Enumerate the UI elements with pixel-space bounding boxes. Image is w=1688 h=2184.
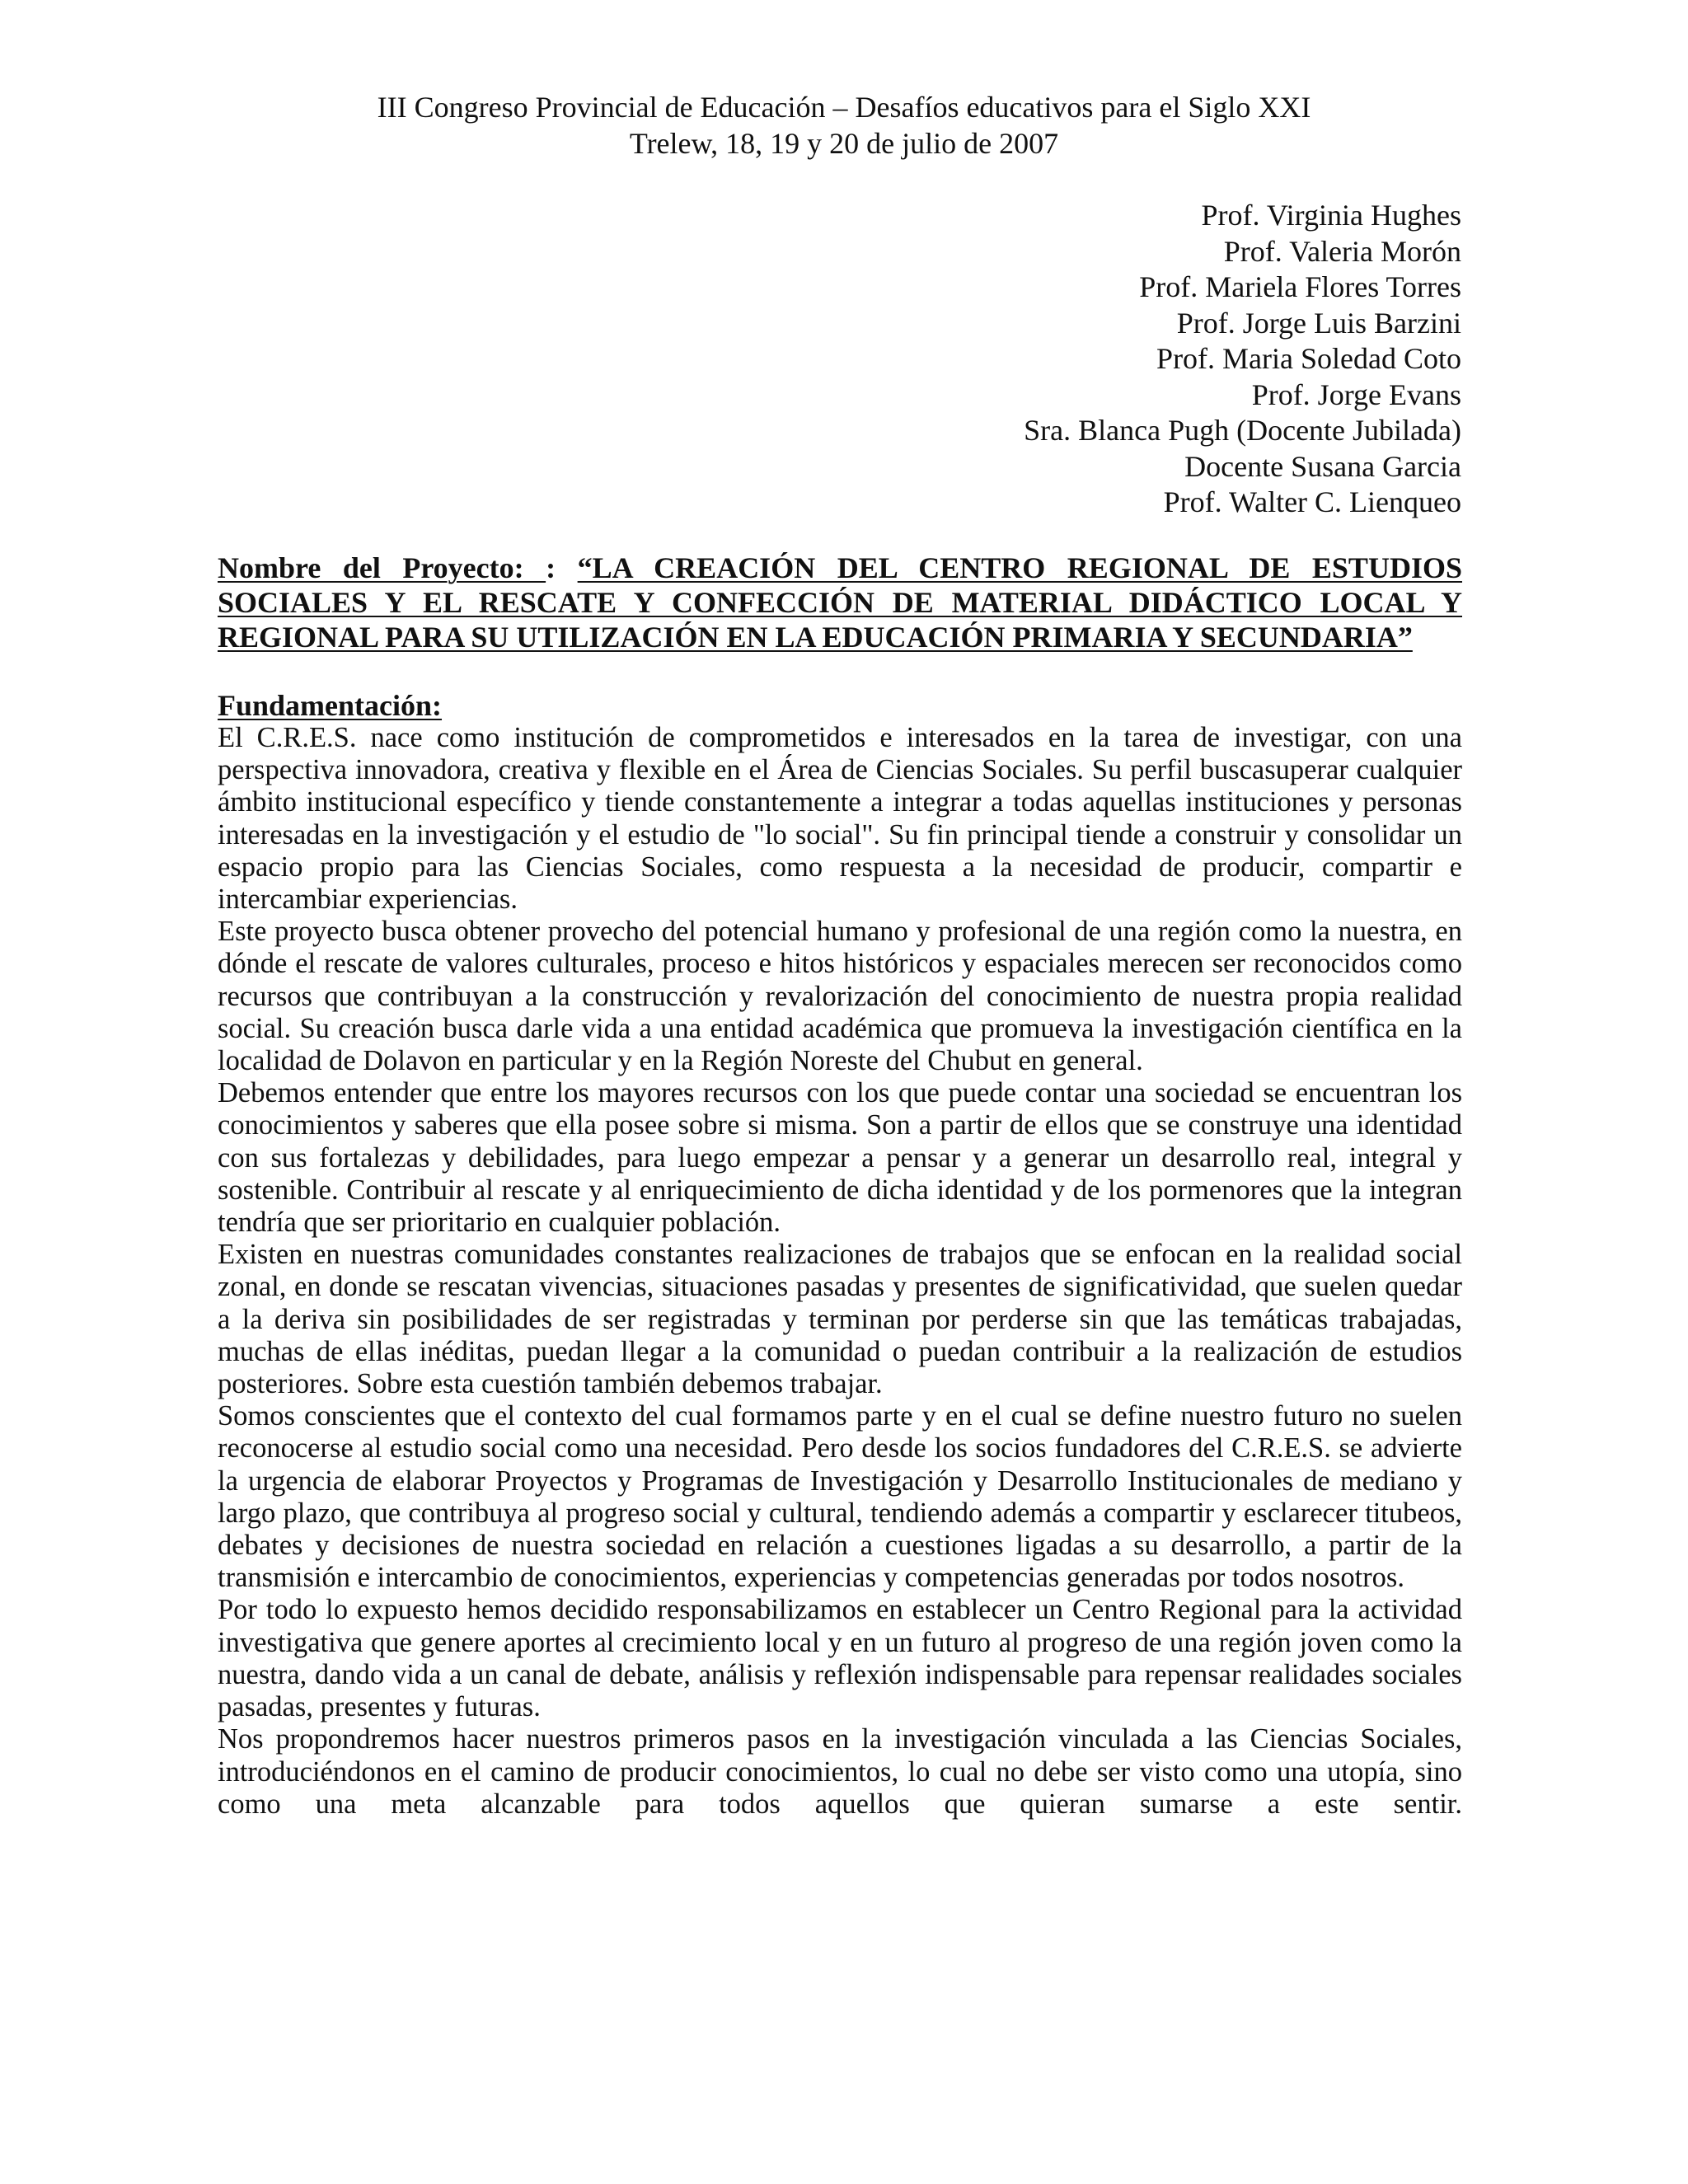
author-name: Prof. Valeria Morón [1223, 234, 1461, 268]
section-title-fundamentacion: Fundamentación: [218, 689, 443, 722]
document-body [218, 551, 1462, 1821]
paragraph: Debemos entender que entre los mayores recursos con los que puede contar una sociedad se encuentran los conocimientos y saberes que ella posee sobre si misma. Son a partir de ellos que se construye una identidad con sus fortalezas y debilidades, para luego empezar a pensar y a generar un desarrollo real, integral y sostenible. Contribuir al rescate y al enriquecimiento de dicha identidad y de los pormenores que la integran tendría que ser prioritario en cualquier población. [218, 1077, 1462, 1239]
author-name: Prof. Jorge Luis Barzini [1176, 306, 1461, 340]
paragraph: Por todo lo expuesto hemos decidido responsabilizamos en establecer un Centro Regional para la actividad investigativa que genere aportes al crecimiento local y en un futuro al progreso de una región joven como la nuestra, dando vida a un canal de debate, análisis y reflexión indispensable para repensar realidades sociales pasadas, presentes y futuras. [218, 1594, 1462, 1723]
author-name: Docente Susana Garcia [1184, 449, 1461, 483]
author-name: Prof. Mariela Flores Torres [1139, 270, 1461, 303]
author-name: Prof. Jorge Evans [1251, 377, 1461, 411]
author-name: Prof. Walter C. Lienqueo [1163, 485, 1461, 518]
paragraph: Existen en nuestras comunidades constantes realizaciones de trabajos que se enfocan en la realidad social zonal, en donde se rescatan vivencias, situaciones pasadas y presentes de significatividad, que suelen quedar a la deriva sin posibilidades de ser registradas y terminan por perderse sin que las temáticas trabajadas, muchas de ellas inéditas, puedan llegar a la comunidad o puedan contribuir a la realización de estudios posteriores. Sobre esta cuestión también debemos trabajar. [218, 1239, 1462, 1400]
project-title: “LA CREACIÓN DEL CENTRO REGIONAL DE ESTUDIOS SOCIALES Y EL RESCATE Y CONFECCIÓN DE MATERIAL DIDÁCTICO LOCAL Y REGIONAL PARA SU UTILIZACIÓN EN LA EDUCACIÓN PRIMARIA Y SECUNDARIA” [218, 551, 1462, 654]
paragraph: Este proyecto busca obtener provecho del potencial humano y profesional de una región como la nuestra, en dónde el rescate de valores culturales, proceso e hitos históricos y espaciales merecen ser reconocidos como recursos que contribuyan a la construcción y revalorización del conocimiento de nuestra propia realidad social. Su creación busca darle vida a una entidad académica que promueva la investigación científica en la localidad de Dolavon en particular y en la Región Noreste del Chubut en general. [218, 916, 1462, 1077]
project-label: Nombre del Proyecto: [218, 551, 546, 584]
page-header [0, 89, 1688, 162]
author-name: Prof. Maria Soledad Coto [1156, 342, 1461, 375]
paragraph: Somos conscientes que el contexto del cual formamos parte y en el cual se define nuestro futuro no suelen reconocerse al estudio social como una necesidad. Pero desde los socios fundadores del C.R.E.S. se advierte la urgencia de elaborar Proyectos y Programas de Investigación y Desarrollo Institucionales de mediano y largo plazo, que contribuya al progreso social y cultural, tendiendo además a compartir y esclarecer titubeos, debates y decisiones de nuestra sociedad en relación a cuestiones ligadas a su desarrollo, a partir de la transmisión e intercambio de conocimientos, experiencias y competencias generadas por todos nosotros. [218, 1400, 1462, 1594]
author-name: Sra. Blanca Pugh (Docente Jubilada) [1024, 414, 1461, 447]
paragraph: El C.R.E.S. nace como institución de comprometidos e interesados en la tarea de investigar, con una perspectiva innovadora, creativa y flexible en el Área de Ciencias Sociales. Su perfil buscasuperar cualquier ámbito institucional específico y tiende constantemente a integrar a todas aquellas instituciones y personas interesadas en la investigación y el estudio de "lo social". Su fin principal tiende a construir y consolidar un espacio propio para las Ciencias Sociales, como respuesta a la necesidad de producir, compartir e intercambiar experiencias. [218, 722, 1462, 916]
author-list [1024, 198, 1461, 521]
project-separator: : [546, 551, 578, 584]
project-heading [218, 551, 1462, 654]
paragraph: Nos propondremos hacer nuestros primeros pasos en la investigación vinculada a las Ciencias Sociales, introduciéndonos en el camino de producir conocimientos, lo cual no debe ser visto como una utopía, sino como una meta alcanzable para todos aquellos que quieran sumarse a este sentir. [218, 1723, 1462, 1820]
author-name: Prof. Virginia Hughes [1201, 199, 1461, 232]
congress-date-location: Trelew, 18, 19 y 20 de julio de 2007 [629, 127, 1059, 160]
congress-title: III Congreso Provincial de Educación – Desafíos educativos para el Siglo XXI [377, 91, 1311, 124]
fundamentacion-text [218, 722, 1462, 1821]
